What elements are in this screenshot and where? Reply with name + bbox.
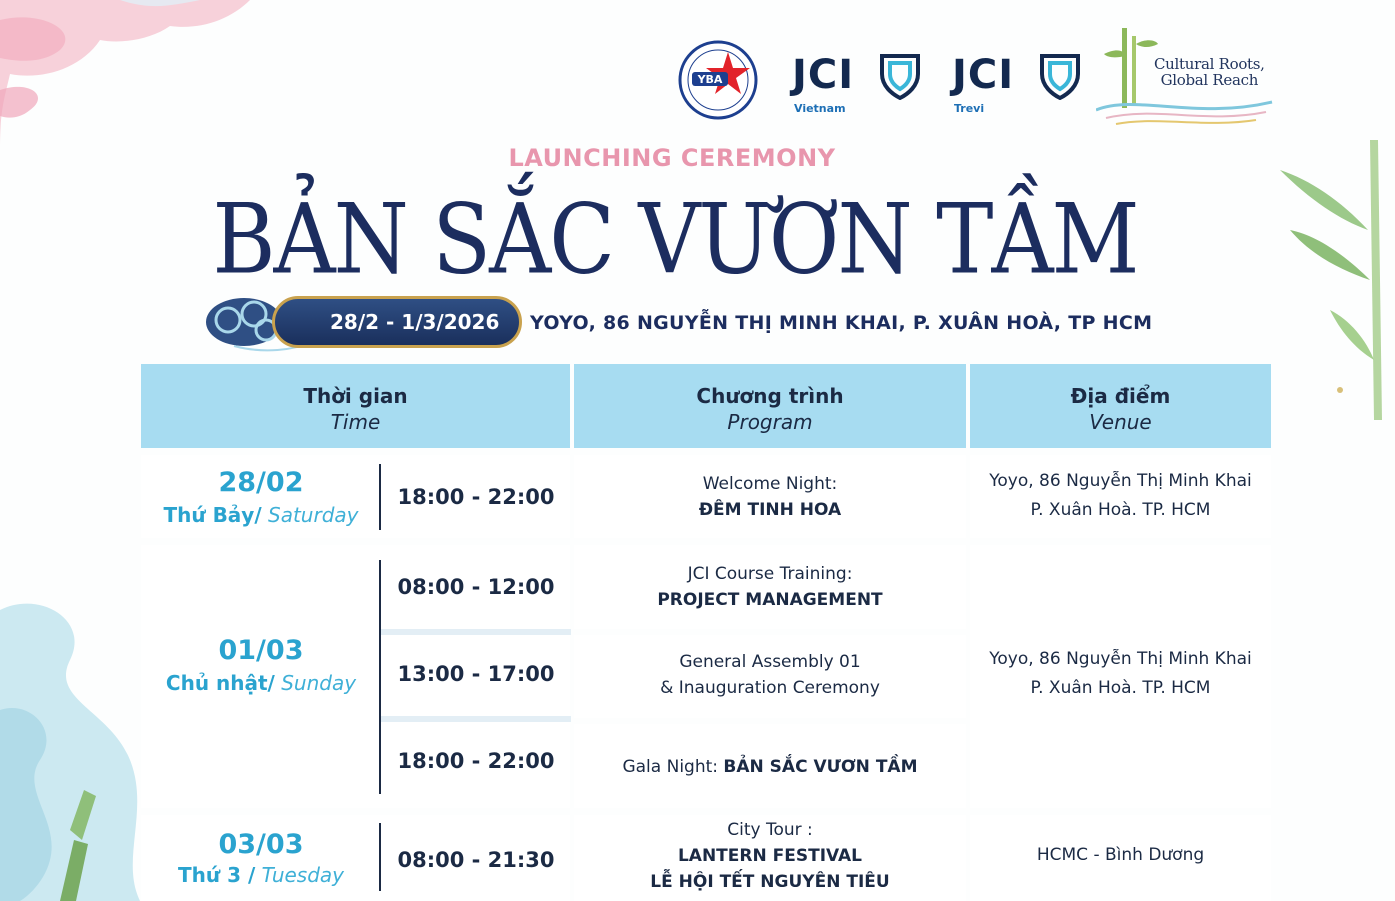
slot-time: 08:00 - 12:00 [397, 575, 555, 599]
jci-trevi-logo: JCI Trevi [952, 48, 1092, 118]
schedule-table [141, 364, 1271, 901]
sponsor-logos [676, 24, 1276, 124]
day-weekday: Thứ 3 / Tuesday [177, 863, 345, 887]
day-row-28-02 [141, 455, 570, 538]
event-title: BẢN SẮC VƯƠN TẦM [212, 184, 1138, 296]
shield-icon [1038, 52, 1082, 100]
slot-separator [381, 716, 571, 722]
slot-venue: HCMC - Bình Dương [970, 815, 1271, 901]
blue-wave-decoration [0, 590, 160, 901]
svg-text:YBA: YBA [697, 73, 723, 86]
slot-program: Gala Night: BẢN SẮC VƯƠN TẦM [574, 724, 966, 808]
day-date: 28/02 [218, 467, 304, 498]
bamboo-decoration [1270, 140, 1395, 420]
day-weekday: Thứ Bảy/ Saturday [163, 503, 359, 527]
slot-time: 13:00 - 17:00 [397, 662, 555, 686]
yba-logo [676, 38, 760, 122]
slot-program: Welcome Night: ĐÊM TINH HOA [574, 455, 966, 538]
event-address: YOYO, 86 NGUYỄN THỊ MINH KHAI, P. XUÂN HOÀ, TP HCM [530, 312, 1153, 334]
slot-time: 08:00 - 21:30 [397, 848, 555, 872]
shield-icon [878, 52, 922, 100]
column-header-time: Thời gian Time [141, 364, 570, 448]
slot-program: JCI Course Training: PROJECT MANAGEMENT [574, 545, 966, 629]
slot-program: City Tour : LANTERN FESTIVAL LỄ HỘI TẾT NGUYÊN TIÊU [574, 815, 966, 901]
day-weekday: Chủ nhật/ Sunday [165, 671, 357, 695]
day-row-03-03 [141, 815, 570, 901]
day-date: 03/03 [218, 829, 304, 860]
slot-venue: Yoyo, 86 Nguyễn Thị Minh Khai P. Xuân Hoà. TP. HCM [970, 455, 1271, 538]
day-row-01-03 [141, 545, 570, 808]
jci-vietnam-logo: JCI Vietnam [792, 48, 932, 118]
slot-time: 18:00 - 22:00 [397, 749, 555, 773]
slot-time: 18:00 - 22:00 [397, 485, 555, 509]
slot-program: General Assembly 01 & Inauguration Ceremony [574, 635, 966, 718]
slot-venue: Yoyo, 86 Nguyễn Thị Minh Khai P. Xuân Hoà. TP. HCM [970, 545, 1271, 808]
column-header-venue: Địa điểm Venue [970, 364, 1271, 448]
event-dates: 28/2 - 1/3/2026 [330, 310, 500, 334]
cultural-roots-logo: Cultural Roots, Global Reach [1096, 24, 1276, 128]
slot-separator [381, 629, 571, 635]
column-header-program: Chương trình Program [574, 364, 966, 448]
event-kicker: LAUNCHING CEREMONY [508, 144, 836, 172]
pink-cloud-decoration [0, 0, 260, 150]
day-date: 01/03 [218, 635, 304, 666]
